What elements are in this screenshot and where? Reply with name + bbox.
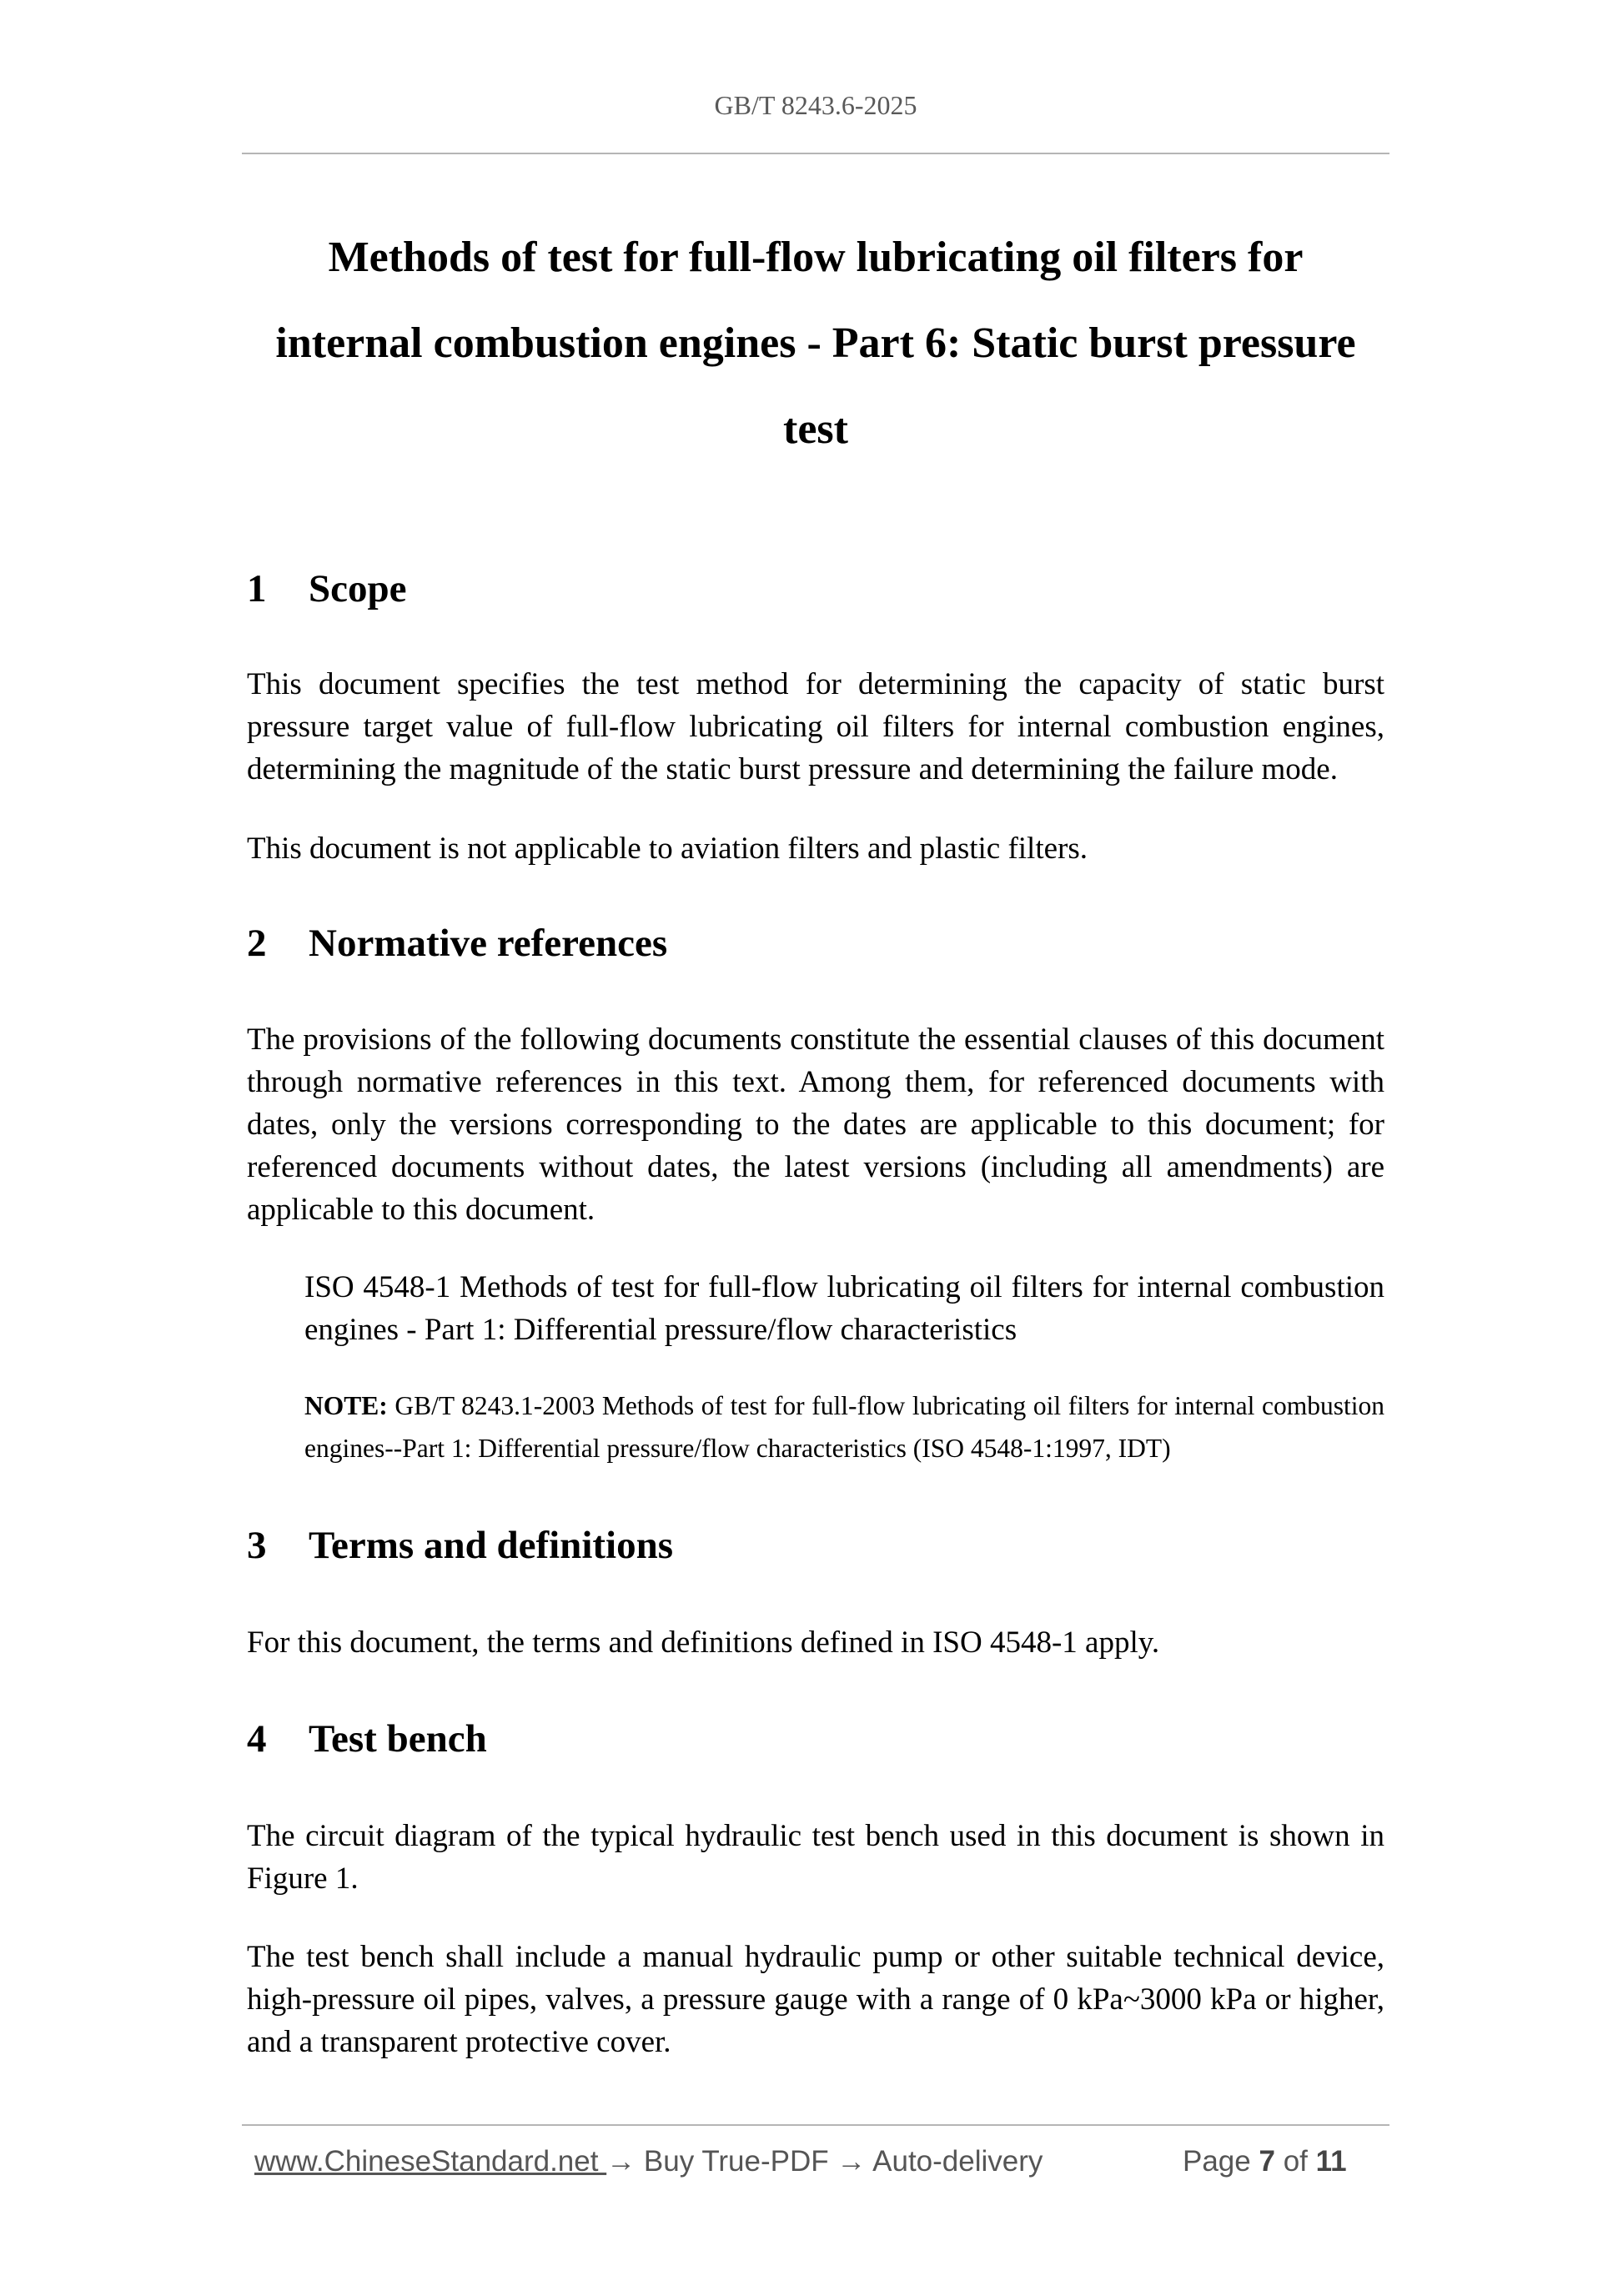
arrow-right-icon: → <box>606 2145 636 2178</box>
paragraph: This document is not applicable to aviation filters and plastic filters. <box>247 831 1088 866</box>
note-text: GB/T 8243.1-2003 Methods of test for full-flow lubricating oil filters for internal combustion engines--Part 1: Differential pressure/flow characteristics (ISO 4548-1:1997, IDT) <box>304 1391 1384 1463</box>
paragraph: This document specifies the test method for determining the capacity of static burst pressure target value of full-flow lubricating oil filters for internal combustion engines, determining the magnitude of the static burst pressure and determining the failure mode. <box>247 667 1384 786</box>
document-title <box>242 214 1389 472</box>
section-number: 2 <box>247 922 267 965</box>
footer-promo <box>254 2145 1043 2178</box>
section-title: Normative references <box>309 922 668 965</box>
page-indicator <box>1183 2145 1347 2178</box>
note-label: NOTE: <box>304 1391 388 1420</box>
page-label: Page <box>1183 2145 1251 2178</box>
buy-true-pdf-text: Buy True-PDF <box>636 2145 837 2178</box>
paragraph: The provisions of the following documents constitute the essential clauses of this document through normative references in this text. Among them, for referenced documents with dates, only the versions corresponding to the dates are applicable to this document; for referenced documents without dates, the latest versions (including all amendments) are applicable to this document. <box>247 1022 1384 1227</box>
normative-reference-item: ISO 4548-1 Methods of test for full-flow lubricating oil filters for internal combustion engines - Part 1: Differential pressure/flow characteristics <box>304 1270 1384 1347</box>
auto-delivery-text: Auto-delivery <box>866 2145 1043 2178</box>
section-number: 1 <box>247 567 267 610</box>
running-header: GB/T 8243.6-2025 <box>714 90 917 120</box>
site-link[interactable]: www.ChineseStandard.net <box>254 2145 607 2178</box>
section-heading-scope <box>247 564 407 614</box>
title-line: test <box>783 405 848 453</box>
page-current: 7 <box>1259 2145 1275 2178</box>
section-number: 3 <box>247 1524 267 1567</box>
section-title: Terms and definitions <box>309 1524 674 1567</box>
section-heading-normative-references <box>247 918 667 968</box>
page-of: of <box>1283 2145 1308 2178</box>
section-heading-test-bench <box>247 1714 487 1764</box>
paragraph: For this document, the terms and definitions defined in ISO 4548-1 apply. <box>247 1625 1160 1660</box>
note <box>304 1384 1384 1470</box>
title-line: internal combustion engines - Part 6: Static burst pressure <box>275 319 1356 367</box>
section-title: Test bench <box>309 1717 487 1761</box>
arrow-right-icon: → <box>837 2145 867 2178</box>
page-total: 11 <box>1315 2145 1347 2178</box>
footer-divider <box>242 2124 1389 2126</box>
paragraph: The test bench shall include a manual hydraulic pump or other suitable technical device, high-pressure oil pipes, valves, a pressure gauge with a range of 0 kPa~3000 kPa or higher, and a transparent protective cover. <box>247 1940 1384 2059</box>
section-title: Scope <box>309 567 407 610</box>
header-divider <box>242 153 1389 154</box>
title-line: Methods of test for full-flow lubricating oil filters for <box>328 234 1304 281</box>
section-number: 4 <box>247 1717 267 1761</box>
paragraph: The circuit diagram of the typical hydraulic test bench used in this document is shown in Figure 1. <box>247 1819 1384 1896</box>
section-heading-terms-and-definitions <box>247 1520 673 1570</box>
